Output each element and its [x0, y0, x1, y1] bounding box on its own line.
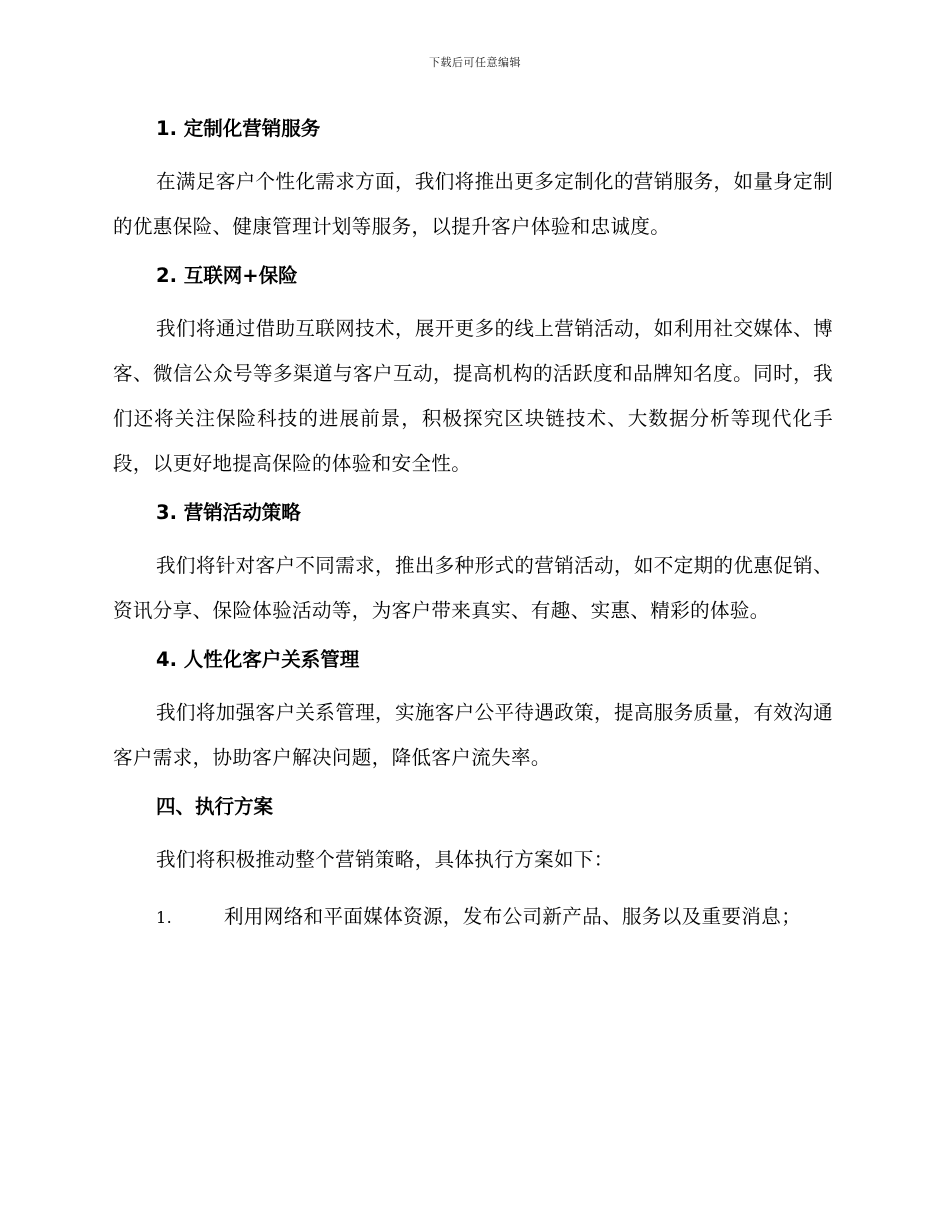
section-paragraph-execution-plan: 我们将积极推动整个营销策略，具体执行方案如下：: [156, 848, 614, 871]
section-paragraph-customized-marketing: 在满足客户个性化需求方面，我们将推出更多定制化的营销服务，如量身定制的优惠保险、健康管理计划等服务，以提升客户体验和忠诚度。: [113, 170, 833, 238]
list-item-text: 利用网络和平面媒体资源，发布公司新产品、服务以及重要消息；: [224, 905, 802, 928]
section-paragraph-internet-insurance: 我们将通过借助互联网技术，展开更多的线上营销活动，如利用社交媒体、博客、微信公众号等多渠道与客户互动，提高机构的活跃度和品牌知名度。同时，我们还将关注保险科技的进展前景，积极探究区块链技术、大数据分析等现代化手段，以更好地提高保险的体验和安全性。: [113, 317, 833, 475]
section-heading-marketing-activities: 3. 营销活动策略: [156, 501, 301, 524]
section-paragraph-customer-relations: 我们将加强客户关系管理，实施客户公平待遇政策，提高服务质量，有效沟通客户需求，协助客户解决问题，降低客户流失率。: [113, 701, 833, 769]
list-item: [113, 894, 833, 940]
list-item-number: 1.: [156, 908, 173, 927]
section-heading-customer-relations: 4. 人性化客户关系管理: [156, 648, 360, 671]
document-body: [113, 114, 833, 940]
page-header-note: 下载后可任意编辑: [429, 56, 521, 69]
section-heading-internet-insurance: 2. 互联网+保险: [156, 264, 298, 287]
section-heading-execution-plan: 四、执行方案: [156, 795, 274, 818]
section-paragraph-marketing-activities: 我们将针对客户不同需求，推出多种形式的营销活动，如不定期的优惠促销、资讯分享、保险体验活动等，为客户带来真实、有趣、实惠、精彩的体验。: [113, 554, 833, 622]
section-heading-customized-marketing: 1. 定制化营销服务: [156, 117, 321, 140]
